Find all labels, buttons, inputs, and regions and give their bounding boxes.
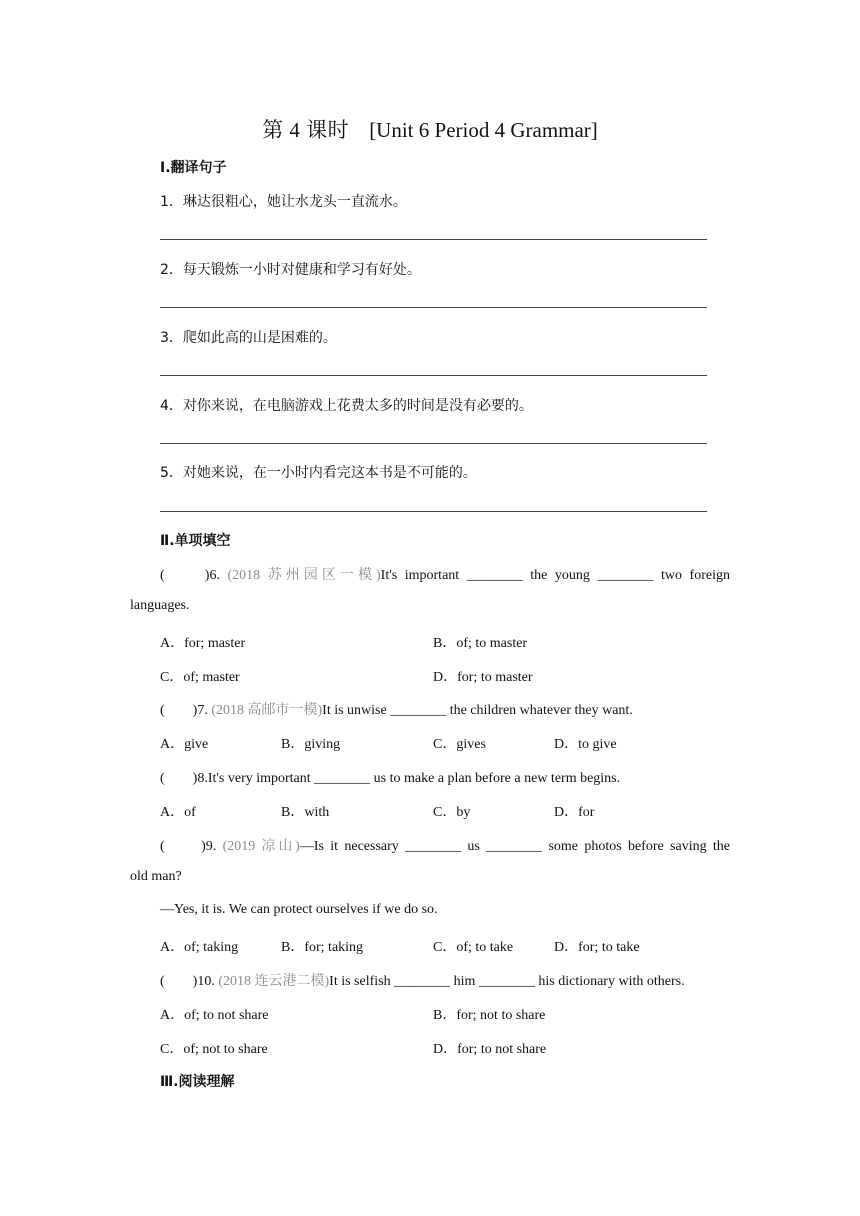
question-7 xyxy=(160,699,633,719)
question-6-option-d[interactable]: D．for; to master xyxy=(433,670,533,685)
answer-line-1 xyxy=(160,239,707,240)
question-6-source: (2018 苏州园区一模) xyxy=(227,568,381,583)
page-title xyxy=(0,114,860,144)
question-6-option-a[interactable]: A．for; master xyxy=(160,636,246,651)
question-9-option-d[interactable]: D．for; to take xyxy=(554,940,640,955)
question-8 xyxy=(160,767,620,787)
question-8-number: ( )8. xyxy=(160,771,208,786)
question-8-option-b[interactable]: B．with xyxy=(281,805,330,820)
question-7-number: ( )7. xyxy=(160,703,212,718)
question-8-option-d[interactable]: D．for xyxy=(554,805,595,820)
question-9-answer-line: —Yes, it is. We can protect ourselves if we do so. xyxy=(160,902,438,917)
question-10-number: ( )10. xyxy=(160,974,219,989)
translate-question-4: 4．对你来说，在电脑游戏上花费太多的时间是没有必要的。 xyxy=(160,398,533,414)
question-10-option-c[interactable]: C．of; not to share xyxy=(160,1042,268,1057)
question-7-stem: It is unwise ________ the children whatever they want. xyxy=(322,703,633,718)
question-9-source: (2019 凉山) xyxy=(222,839,300,854)
question-9 xyxy=(160,835,730,855)
question-6-stem: It's important ________ the young ________ two foreign xyxy=(380,568,730,583)
question-6 xyxy=(160,564,730,584)
translate-question-2: 2．每天锻炼一小时对健康和学习有好处。 xyxy=(160,262,421,278)
question-10-source: (2018 连云港二模) xyxy=(218,974,330,989)
question-9-stem: —Is it necessary ________ us ________ some photos before saving the xyxy=(299,839,730,854)
question-10 xyxy=(160,970,685,990)
question-6-number: ( )6. xyxy=(160,568,228,583)
question-9-option-b[interactable]: B．for; taking xyxy=(281,940,364,955)
section-heading-reading: Ⅲ.阅读理解 xyxy=(160,1074,235,1090)
question-7-option-c[interactable]: C．gives xyxy=(433,737,486,752)
question-9-option-a[interactable]: A．of; taking xyxy=(160,940,239,955)
answer-line-4 xyxy=(160,443,707,444)
question-8-option-c[interactable]: C．by xyxy=(433,805,471,820)
question-7-option-a[interactable]: A．give xyxy=(160,737,209,752)
answer-line-5 xyxy=(160,511,707,512)
question-6-option-b[interactable]: B．of; to master xyxy=(433,636,528,651)
question-6-option-c[interactable]: C．of; master xyxy=(160,670,240,685)
question-8-stem: It's very important ________ us to make a plan before a new term begins. xyxy=(207,771,621,786)
question-10-option-b[interactable]: B．for; not to share xyxy=(433,1008,546,1023)
question-10-option-d[interactable]: D．for; to not share xyxy=(433,1042,547,1057)
question-7-option-b[interactable]: B．giving xyxy=(281,737,341,752)
question-9-number: ( )9. xyxy=(160,839,223,854)
question-6-continuation: languages. xyxy=(130,598,190,613)
question-7-source: (2018 高邮市一模) xyxy=(211,703,323,718)
question-9-option-c[interactable]: C．of; to take xyxy=(433,940,514,955)
answer-line-2 xyxy=(160,307,707,308)
translate-question-5: 5．对她来说，在一小时内看完这本书是不可能的。 xyxy=(160,465,477,481)
question-8-option-a[interactable]: A．of xyxy=(160,805,196,820)
translate-question-1: 1．琳达很粗心，她让水龙头一直流水。 xyxy=(160,194,407,210)
section-heading-translate: Ⅰ.翻译句子 xyxy=(160,160,227,176)
question-10-option-a[interactable]: A．of; to not share xyxy=(160,1008,269,1023)
question-10-stem: It is selfish ________ him ________ his dictionary with others. xyxy=(329,974,685,989)
section-heading-single-choice: Ⅱ.单项填空 xyxy=(160,533,231,549)
question-9-continuation: old man? xyxy=(130,869,182,884)
title-cn: 第 4 课时 xyxy=(262,118,350,142)
translate-question-3: 3．爬如此高的山是困难的。 xyxy=(160,330,337,346)
title-en: [Unit 6 Period 4 Grammar] xyxy=(369,118,598,142)
question-7-option-d[interactable]: D．to give xyxy=(554,737,617,752)
answer-line-3 xyxy=(160,375,707,376)
